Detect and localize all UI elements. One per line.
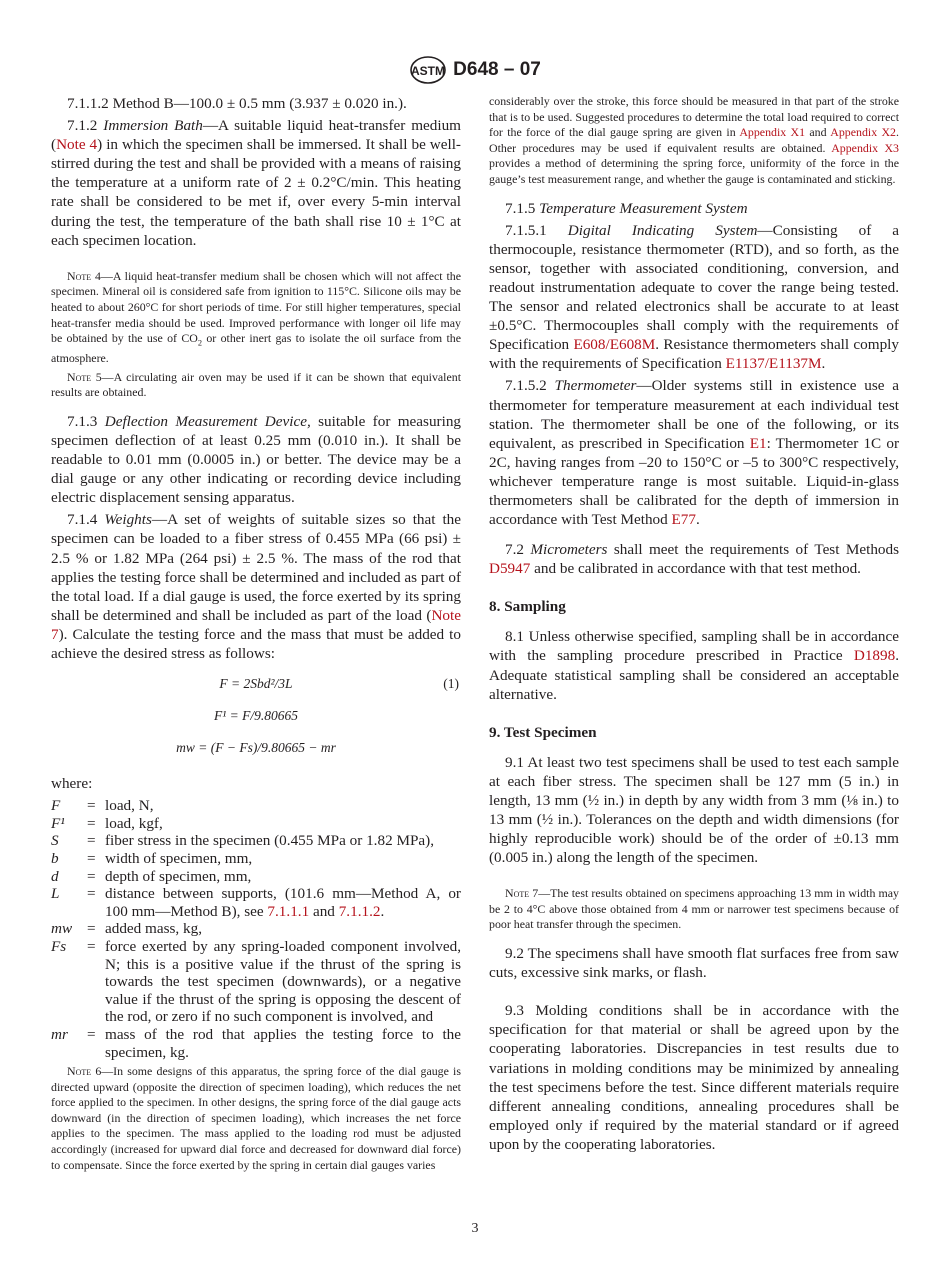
section-7-1-1-2-link[interactable]: 7.1.1.2 bbox=[338, 902, 381, 920]
section-7-1-1-1-link[interactable]: 7.1.1.1 bbox=[267, 902, 310, 920]
note-5: Note 5—A circulating air oven may be used if it can be shown that equivalent results are obtained. bbox=[51, 369, 462, 400]
equation-2: F¹ = F/9.80665 bbox=[213, 708, 299, 724]
para-7-1-1-2: 7.1.1.2 Method B—100.0 ± 0.5 mm (3.937 ± 0.020 in.). bbox=[67, 95, 407, 112]
para-7-1-5-1: 7.1.5.1 Digital Indicating System—Consisting of a thermocouple, resistance thermometer (RTD), and so forth, as the sensor, together with associated conditioning, conversion, and readout instrumentation adequate to cover the range being tested. The sensor and related electronics shall be accurate to at least ±0.5°C. Thermocouples shall comply with the requirements of Specification E608/E608M. Resistance thermometers shall comply with the requirements of Specification E1137/E1137M. bbox=[489, 221, 899, 373]
note-4: Note 4—A liquid heat-transfer medium shall be chosen which will not affect the specimen. Mineral oil is considered safe from ignition to 115°C. Silicone oils may be heated to about 260°C for short periods of time. For still higher temperatures, special heat-transfer media should be used. Improved performance with longer oil life may be obtained by the use of $CO_2$ or other inert gas to isolate the oil surface from the atmosphere. bbox=[51, 268, 461, 366]
variable-definitions bbox=[51, 797, 461, 1061]
d5947-link[interactable]: D5947 bbox=[489, 560, 531, 578]
note-7: Note 7—The test results obtained on specimens approaching 13 mm in width may be 2 to 4°C above those obtained from 4 mm or narrower test specimens because of poor heat transfer through the specimen. bbox=[489, 886, 899, 932]
definition-row: S = fiber stress in the specimen (0.455 MPa or 1.82 MPa), bbox=[51, 832, 435, 850]
section-heading-sampling: 8. Sampling bbox=[489, 598, 566, 616]
equation-3: mw = (F − Fs)/9.80665 − mr bbox=[176, 740, 336, 756]
note-4-link[interactable]: Note 4 bbox=[56, 136, 98, 154]
para-7-1-3: 7.1.3 Deflection Measurement Device, suitable for measuring specimen deflection of at least 0.25 mm (0.010 in.). It shall be readable to 0.01 mm (0.0005 in.) or better. The device may be a dial gauge or any other indicating or recording device including electric displacement sensing apparatus. bbox=[51, 412, 462, 507]
para-7-1-2: 7.1.2 Immersion Bath—A suitable liquid heat-transfer medium (Note 4) in which the specimen shall be immersed. It shall be well-stirred during the test and shall be provided with a means of raising the temperature at a uniform rate of 2 ± 0.2°C/min. This heating rate shall be considered to be met if, over every 5-min interval during the test, the temperature of the bath shall rise 10 ± 1°C at each specimen location. bbox=[51, 117, 461, 249]
definition-row: b = width of specimen, mm, bbox=[51, 849, 253, 867]
para-8-1: 8.1 Unless otherwise specified, sampling shall be in accordance with the sampling procedure prescribed in Practice D1898. Adequate statistical sampling shall be considered an acceptable alternative. bbox=[489, 628, 899, 703]
definition-row: F = load, N, bbox=[51, 797, 154, 815]
para-9-1: 9.1 At least two test specimens shall be used to test each sample at each fiber stress. The specimen shall be 127 mm (5 in.) in length, 13 mm (½ in.) in depth by any width from 3 mm (⅛ in.) to 13 mm (½ in.). Tolerances on the depth and width dimensions (for highly reproducible work) should be of the order of ±0.13 mm (0.005 in.) along the length of the specimen. bbox=[489, 753, 899, 867]
para-9-3: 9.3 Molding conditions shall be in accordance with the specification for that material or shall be agreed upon by the cooperating laboratories. Discrepancies in test results due to variations in molding conditions may be minimized by annealing the test specimens before the test. Since different materials require different annealing conditions, annealing procedures shall be employed only if required by the material standard or if agreed upon by the cooperating laboratories. bbox=[489, 1002, 899, 1153]
right-column bbox=[489, 94, 899, 1154]
para-9-2: 9.2 The specimens shall have smooth flat surfaces free from saw cuts, excessive sink marks, or flash. bbox=[489, 945, 899, 982]
para-7-1-5-2: 7.1.5.2 Thermometer—Older systems still in existence use a thermometer for temperature measurement at each individual test station. The thermometer shall be one of the following, or its equivalent, as prescribed in Specification E1: Thermometer 1C or 2C, having ranges from –20 to 150°C or –5 to 300°C respectively, whichever temperature range is most suitable. Liquid-in-glass thermometers shall be calibrated for the depth of immersion in accordance with Test Method E77. bbox=[489, 377, 899, 529]
para-7-1-4: 7.1.4 Weights—A set of weights of suitable sizes so that the specimen can be loaded to a fiber stress of 0.455 MPa (66 psi) ± 2.5 % or 1.82 MPa (264 psi) ± 2.5 %. The mass of the rod that applies the testing force shall be determined and included as part of the total load. If a dial gauge is used, the force exerted by its spring shall be determined and shall be included as part of the load (Note 7). Calculate the testing force and the mass that must be added to achieve the desired stress as follows: bbox=[51, 511, 461, 662]
definition-row: F¹ = load, kgf, bbox=[51, 814, 163, 832]
left-column bbox=[51, 94, 461, 1173]
where-label: where: bbox=[51, 775, 93, 793]
note-7-link[interactable]: Note 7 bbox=[51, 606, 461, 643]
page-header bbox=[0, 55, 950, 90]
e1-link[interactable]: E1 bbox=[749, 434, 767, 452]
equation-1: F = 2Sbd²/3L (1) bbox=[51, 669, 461, 699]
definition-row: mw = added mass, kg, bbox=[51, 920, 203, 938]
astm-logo-icon bbox=[409, 55, 447, 85]
appendix-x3-link[interactable]: Appendix X3 bbox=[831, 140, 899, 155]
appendix-x1-link[interactable]: Appendix X1 bbox=[739, 125, 806, 140]
svg-text:ASTM: ASTM bbox=[411, 64, 446, 78]
appendix-x2-link[interactable]: Appendix X2 bbox=[830, 125, 897, 140]
definition-row: L = distance between supports, (101.6 mm—Method A, or 100 mm—Method B), see 7.1.1.1 and 7.1.1.2. bbox=[51, 885, 461, 920]
e1137-link[interactable]: E1137/E1137M bbox=[725, 355, 822, 373]
para-7-1-5: 7.1.5 Temperature Measurement System bbox=[505, 199, 748, 217]
definition-row: mr = mass of the rod that applies the testing force to the specimen, kg. bbox=[51, 1025, 461, 1061]
d1898-link[interactable]: D1898 bbox=[853, 647, 896, 665]
page-number: 3 bbox=[471, 1221, 479, 1236]
para-7-2: 7.2 Micrometers shall meet the requirements of Test Methods D5947 and be calibrated in accordance with that test method. bbox=[489, 541, 900, 578]
document-id: D648 – 07 bbox=[453, 59, 541, 80]
definition-row: d = depth of specimen, mm, bbox=[51, 867, 252, 885]
definition-row: Fs = force exerted by any spring-loaded component involved, N; this is a positive value if the thrust of the spring is towards the test specimen (downwards), or a negative value if the thrust of the spring is opposing the descent of the rod, or zero if no such component is involved, and bbox=[51, 937, 461, 1026]
section-heading-test-specimen: 9. Test Specimen bbox=[489, 723, 597, 741]
e77-link[interactable]: E77 bbox=[671, 511, 696, 529]
note-6: Note 6—In some designs of this apparatus, the spring force of the dial gauge is directed upward (opposite the direction of specimen loading), which reduces the net force applied to the specimen. In other designs, the spring force of the dial gauge acts downward (in the direction of specimen loading), which increases the net force applies to the specimen. The mass applied to the loading rod must be adjusted accordingly (increased for upward dial force and decreased for downward dial force) to compensate. Since the force exerted by the spring in certain dial gauges varies bbox=[51, 1064, 461, 1172]
note-6-continued: considerably over the stroke, this force should be measured in that part of the stroke that is to be used. Suggested procedures to determine the total load required to correct for the force of the dial gauge spring are given in Appendix X1 and Appendix X2. Other procedures may be used if equivalent results are obtained. Appendix X3 provides a method of determining the spring force, uniformity of the force in the gauge’s test measurement range, and whether the gauge is contaminated and sticking. bbox=[489, 94, 899, 186]
e608-link[interactable]: E608/E608M bbox=[573, 336, 656, 354]
equation-number: (1) bbox=[443, 676, 459, 692]
